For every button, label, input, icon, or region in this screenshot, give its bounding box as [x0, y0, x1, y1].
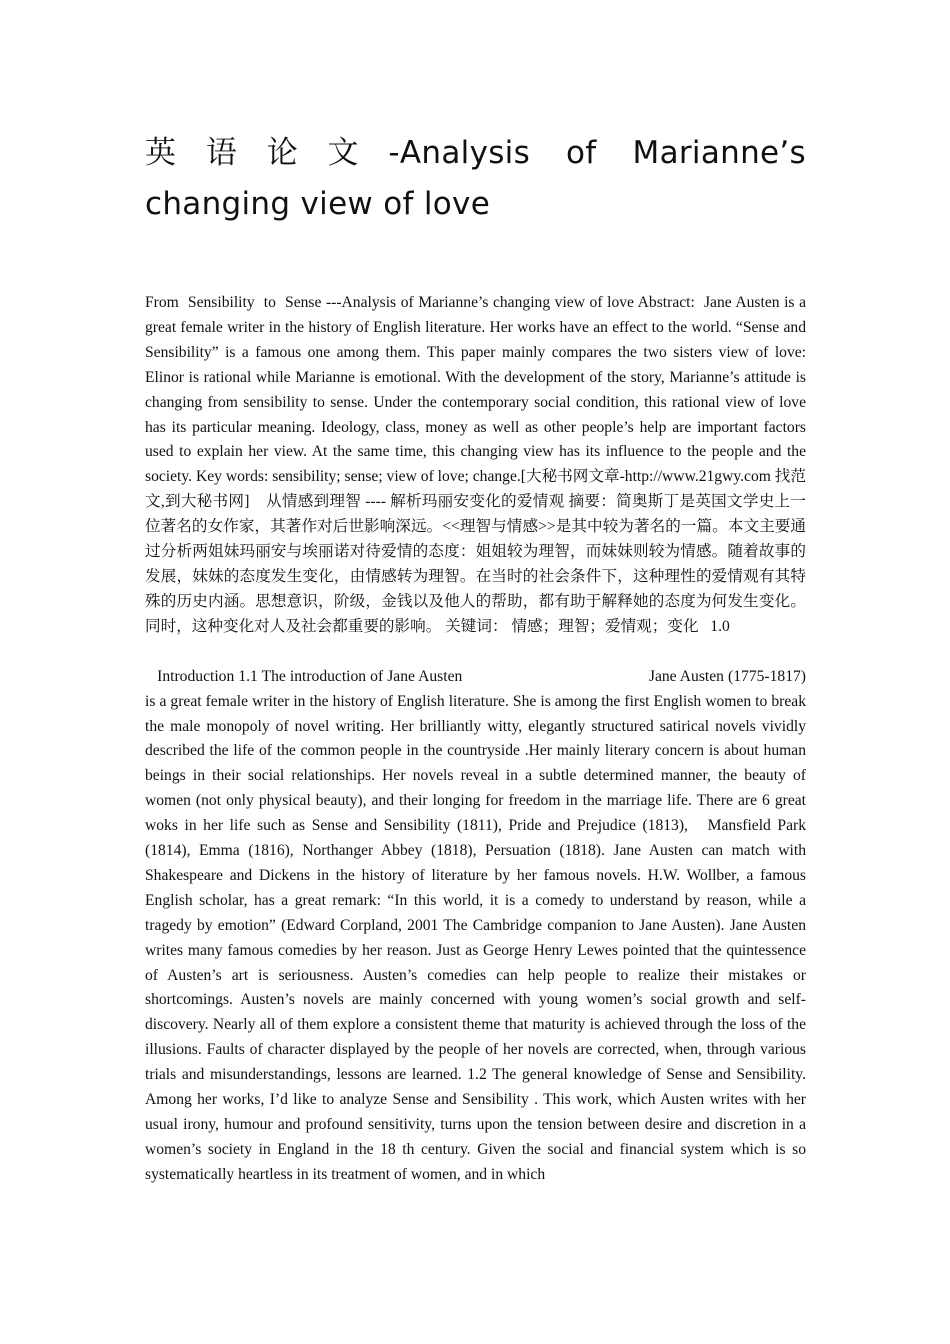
- document-title: [145, 0, 806, 230]
- document-title-chinese: 英语论文: [145, 135, 389, 171]
- introduction-paragraph: Introduction 1.1 The introduction of Jane Austen Jane Austen (1775-1817) is a great female writer in the history of English literature. She is among the first English women to break the male monopoly of novel writing. Her brilliantly witty, elegantly structured satirical novels vividly described the life of the common people in the countryside .Her mainly literary concern is about human beings in their social relationships. Her novels reveal in a subtle determined manner, the beauty of women (not only physical beauty), and their longing for freedom in the marriage life. There are 6 great woks in her life such as Sense and Sensibility (1811), Pride and Prejudice (1813), Mansfield Park (1814), Emma (1816), Northanger Abbey (1818), Persuation (1818). Jane Austen can match with Shakespeare and Dickens in the history of literature by her famous novels. H.W. Wollber, a famous English scholar, has a great remark: “In this world, it is a comedy to understand by reason, while a tragedy by emotion” (Edward Corpland, 2001 The Cambridge companion to Jane Austen). Jane Austen writes many famous comedies by her reason. Just as George Henry Lewes pointed that the quintessence of Austen’s art is seriousness. Austen’s comedies can help people to realize their mistakes or shortcomings. Austen’s novels are mainly concerned with young women’s social growth and self-discovery. Nearly all of them explore a consistent theme that maturity is achieved through the loss of the illusions. Faults of character displayed by the people of her novels are corrected, when, through various trials and misunderstandings, lessons are learned. 1.2 The general knowledge of Sense and Sensibility. Among her works, I’d like to analyze Sense and Sensibility . This work, which Austen writes with her usual irony, humour and profound sensitivity, turns upon the tension between desire and discretion in a women’s society in England in the 18 th century. Given the social and financial system which is so systematically heartless in its treatment of women, and in which: [145, 667, 810, 1183]
- document-page: [145, 0, 810, 1188]
- document-title-english: -Analysis of Marianne’s changing view of love: [145, 135, 806, 222]
- abstract-paragraph: From Sensibility to Sense ---Analysis of Marianne’s changing view of love Abstract: Jane Austen is a great female writer in the history of English literature. Her works have an effect to the world. “Sense and Sensibility” is a famous one among them. This paper mainly compares the two sisters view of love: Elinor is rational while Marianne is emotional. With the development of the story, Marianne’s attitude is changing from sensibility to sense. Under the contemporary social condition, this rational view of love has its particular meaning. Ideology, class, money as well as other people’s help are important factors used to explain her view. At the same time, this changing view has its influence to the people and the society. Key words: sensibility; sense; view of love; change.[大秘书网文章-http://www.21gwy.com 找范文,到大秘书网] 从情感到理智 ---- 解析玛丽安变化的爱情观 摘要：简奥斯丁是英国文学史上一位著名的女作家，其著作对后世影响深远。<<理智与情感>>是其中较为著名的一篇。本文主要通过分析两姐妹玛丽安与埃丽诺对待爱情的态度：姐姐较为理智，而妹妹则较为情感。随着故事的发展，妹妹的态度发生变化，由情感转为理智。在当时的社会条件下，这种理性的爱情观有其特殊的历史内涵。思想意识，阶级，金钱以及他人的帮助，都有助于解释她的态度为何发生变化。同时，这种变化对人及社会都重要的影响。 关键词： 情感；理智；爱情观；变化 1.0: [145, 294, 810, 635]
